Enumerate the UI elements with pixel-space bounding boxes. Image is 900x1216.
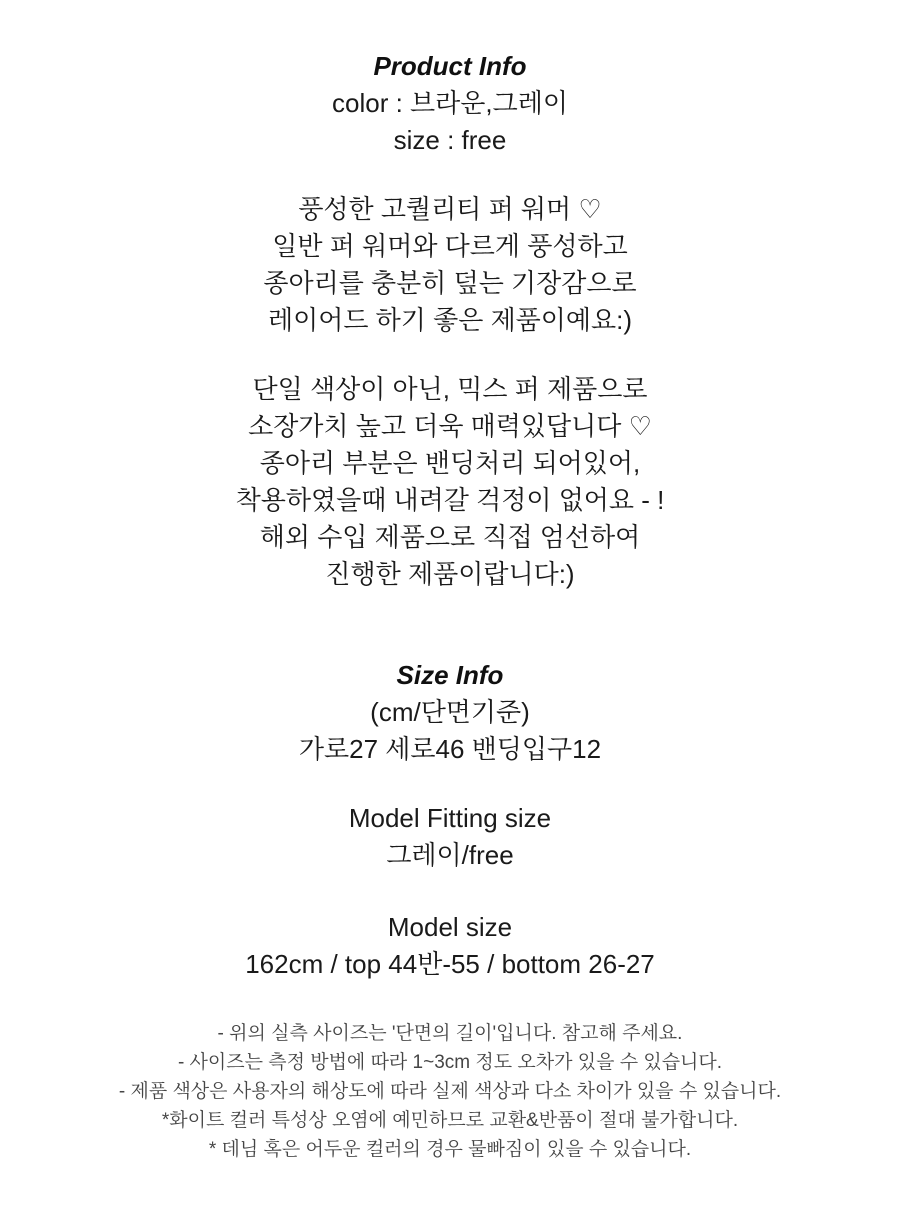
description-line: 착용하였을때 내려갈 걱정이 없어요 - ! — [235, 485, 665, 515]
model-size-value: 162cm / top 44반-55 / bottom 26-27 — [245, 949, 655, 979]
description-line: 진행한 제품이랍니다:) — [325, 559, 575, 589]
product-description-page — [0, 48, 900, 1164]
product-info-section — [0, 48, 900, 159]
disclaimer-note: - 위의 실측 사이즈는 '단면의 길이'입니다. 참고해 주세요. — [217, 1023, 683, 1044]
description-paragraph-1 — [0, 191, 900, 339]
size-info-title: Size Info — [396, 660, 504, 690]
model-size-section — [0, 909, 900, 983]
description-line: 풍성한 고퀄리티 퍼 워머 ♡ — [298, 194, 602, 224]
disclaimer-note: *화이트 컬러 특성상 오염에 예민하므로 교환&반품이 절대 불가합니다. — [161, 1110, 739, 1131]
description-paragraph-2 — [0, 371, 900, 593]
description-line: 일반 퍼 워머와 다르게 풍성하고 — [272, 231, 628, 261]
product-info-title: Product Info — [373, 51, 527, 81]
description-line: 해외 수입 제품으로 직접 엄선하여 — [259, 522, 641, 552]
model-fitting-title: Model Fitting size — [348, 803, 552, 833]
disclaimer-note: * 데님 혹은 어두운 컬러의 경우 물빠짐이 있을 수 있습니다. — [208, 1139, 692, 1160]
size-info-unit-line: (cm/단면기준) — [370, 697, 530, 727]
disclaimer-notes-section — [0, 1019, 900, 1164]
description-line: 소장가치 높고 더욱 매력있답니다 ♡ — [248, 411, 652, 441]
model-size-title: Model size — [387, 912, 513, 942]
disclaimer-note: - 제품 색상은 사용자의 해상도에 따라 실제 색상과 다소 차이가 있을 수 있습니다. — [118, 1081, 782, 1102]
model-fitting-section — [0, 800, 900, 874]
disclaimer-note: - 사이즈는 측정 방법에 따라 1~3cm 정도 오차가 있을 수 있습니다. — [177, 1052, 723, 1073]
model-fitting-value: 그레이/free — [386, 840, 514, 870]
description-line: 종아리 부분은 밴딩처리 되어있어, — [259, 448, 641, 478]
product-size-line: size : free — [393, 125, 507, 155]
description-line: 종아리를 충분히 덮는 기장감으로 — [263, 268, 637, 298]
product-color-line: color : 브라운,그레이 — [332, 88, 568, 118]
description-line: 단일 색상이 아닌, 믹스 퍼 제품으로 — [252, 374, 648, 404]
description-line: 레이어드 하기 좋은 제품이예요:) — [267, 305, 633, 335]
size-info-measurements: 가로27 세로46 밴딩입구12 — [298, 734, 602, 764]
size-info-section — [0, 657, 900, 768]
